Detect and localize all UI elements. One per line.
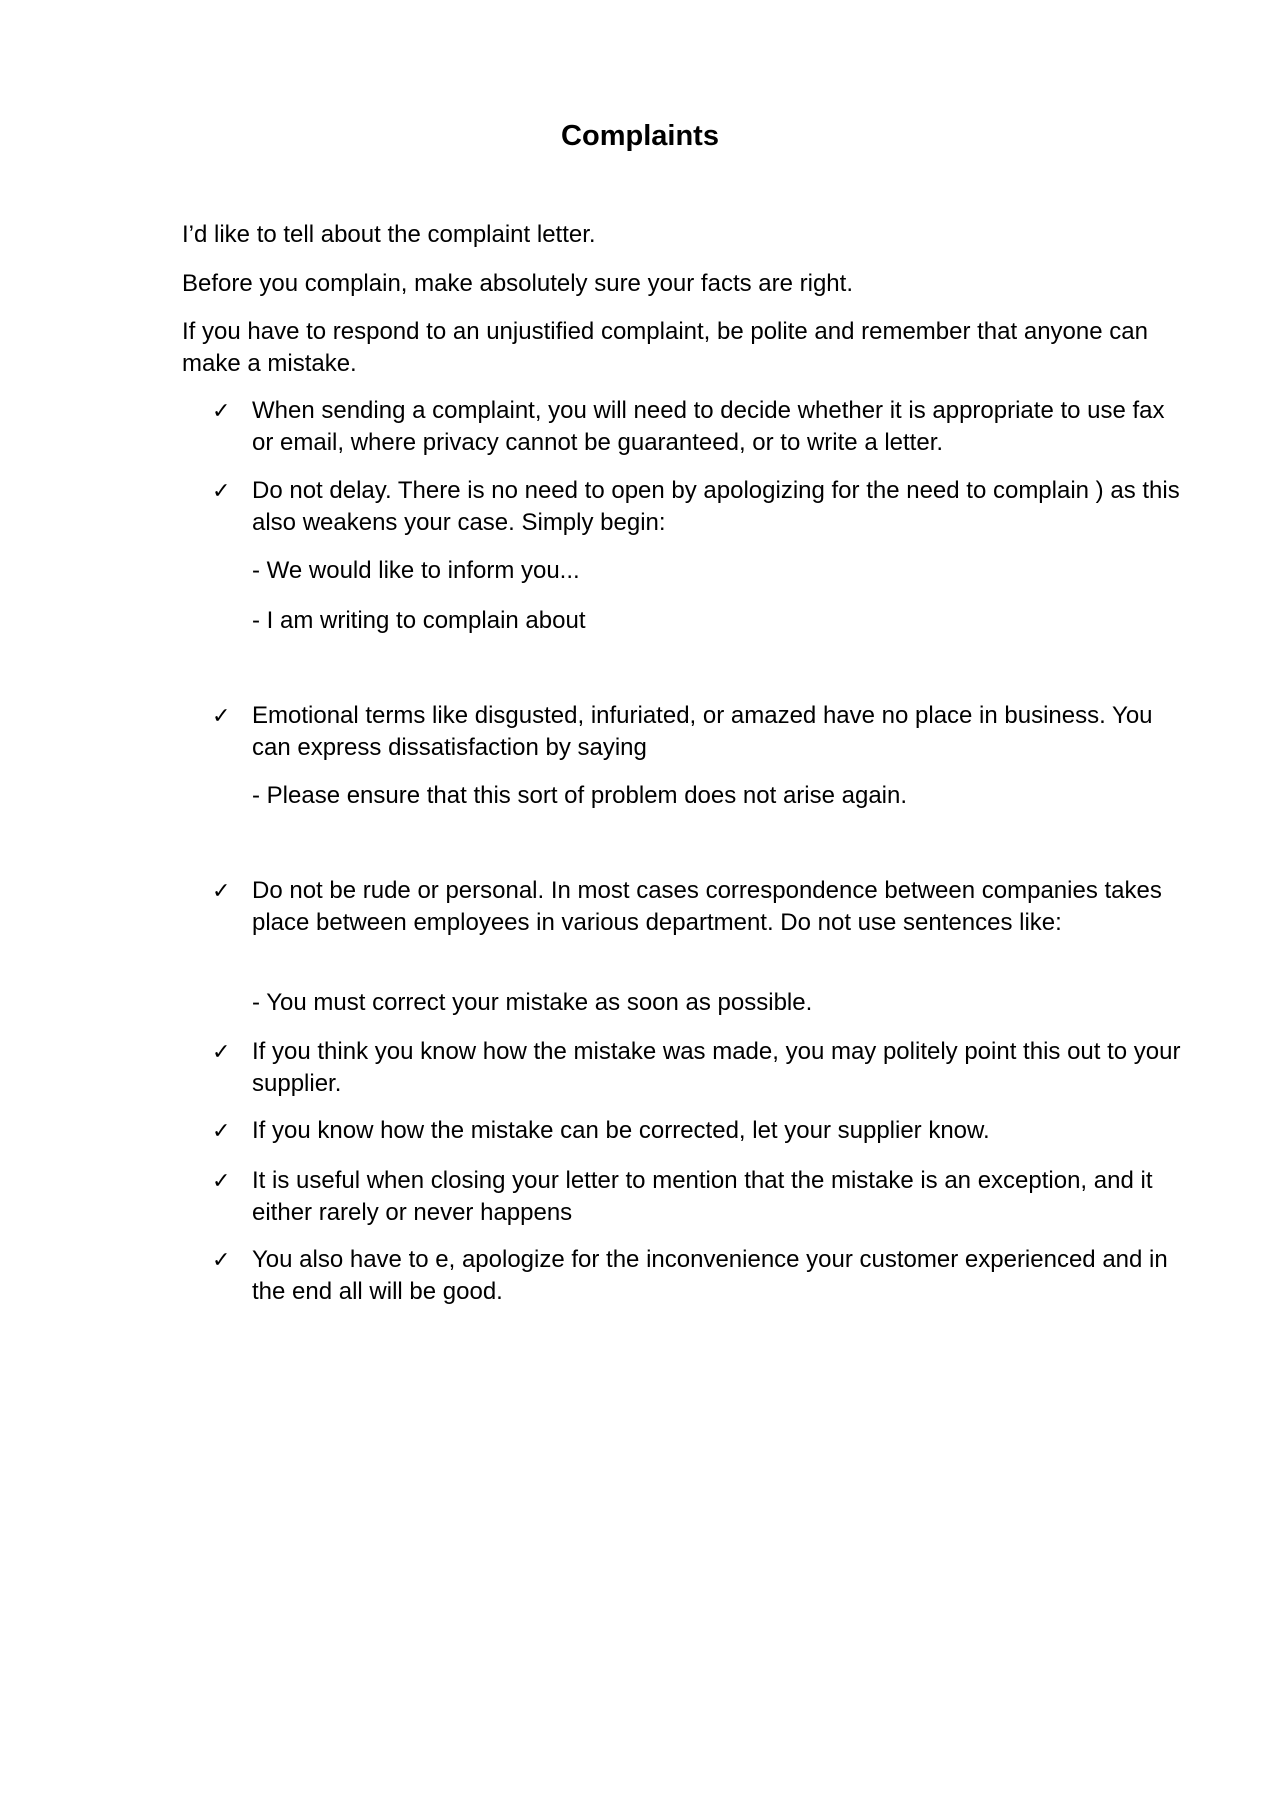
list-item-3: Emotional terms like disgusted, infuriated, or amazed have no place in business. You can express dissatisfaction by saying bbox=[252, 702, 1153, 761]
check-icon: ✓ bbox=[212, 1118, 231, 1143]
check-icon: ✓ bbox=[212, 1039, 231, 1064]
page-title: Complaints bbox=[561, 120, 719, 152]
intro-paragraph-3: If you have to respond to an unjustified complaint, be polite and remember that anyone can make a mistake. bbox=[182, 318, 1148, 377]
list-item-7: It is useful when closing your letter to mention that the mistake is an exception, and it either rarely or never happens bbox=[252, 1167, 1153, 1226]
list-item-4: Do not be rude or personal. In most cases correspondence between companies takes place between employees in various department. Do not use sentences like: bbox=[252, 877, 1162, 936]
check-icon: ✓ bbox=[212, 1247, 231, 1272]
check-icon: ✓ bbox=[212, 398, 231, 423]
example-begin-2: - I am writing to complain about bbox=[252, 607, 586, 634]
example-begin-1: - We would like to inform you... bbox=[252, 557, 580, 584]
list-item-5: If you think you know how the mistake was made, you may politely point this out to your supplier. bbox=[252, 1038, 1181, 1097]
intro-paragraph-2: Before you complain, make absolutely sure your facts are right. bbox=[182, 270, 853, 297]
check-icon: ✓ bbox=[212, 1168, 231, 1193]
example-rude: - You must correct your mistake as soon as possible. bbox=[252, 989, 813, 1016]
intro-paragraph-1: I’d like to tell about the complaint letter. bbox=[182, 221, 596, 248]
list-item-1: When sending a complaint, you will need to decide whether it is appropriate to use fax or email, where privacy cannot be guaranteed, or to write a letter. bbox=[252, 397, 1165, 456]
example-dissatisfaction: - Please ensure that this sort of problem does not arise again. bbox=[252, 782, 908, 809]
check-icon: ✓ bbox=[212, 878, 231, 903]
check-icon: ✓ bbox=[212, 703, 231, 728]
list-item-2: Do not delay. There is no need to open by apologizing for the need to complain ) as this also weakens your case. Simply begin: bbox=[252, 477, 1180, 536]
list-item-6: If you know how the mistake can be corrected, let your supplier know. bbox=[252, 1117, 990, 1144]
check-icon: ✓ bbox=[212, 478, 231, 503]
list-item-8: You also have to e, apologize for the inconvenience your customer experienced and in the end all will be good. bbox=[252, 1246, 1168, 1305]
